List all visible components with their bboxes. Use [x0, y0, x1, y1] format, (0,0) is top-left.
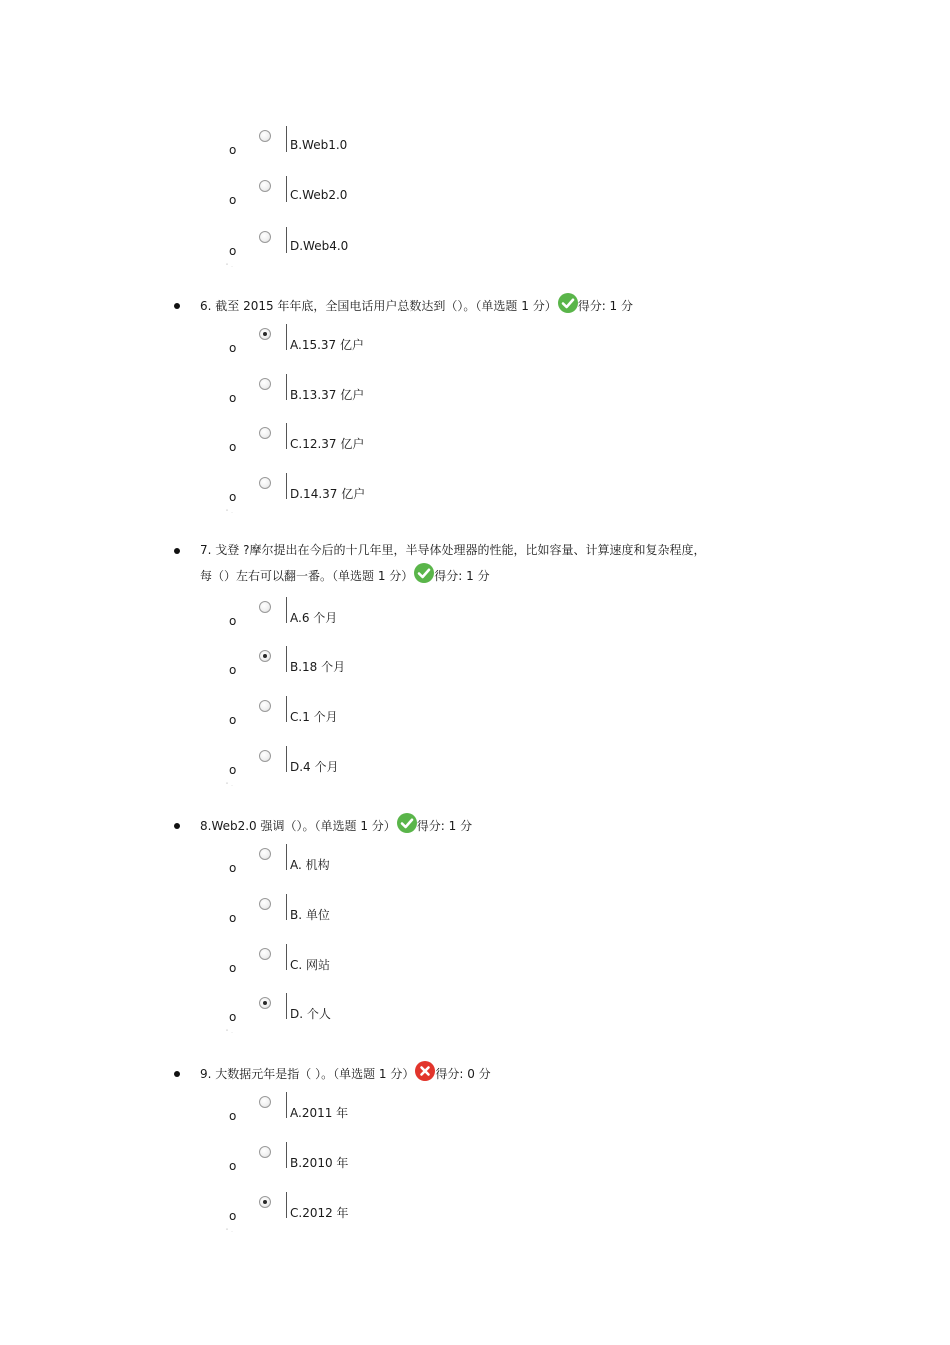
separator-bar — [286, 746, 287, 772]
option-row — [0, 848, 950, 894]
radio-button[interactable] — [259, 898, 271, 910]
question-bullet — [174, 303, 180, 309]
question-prompt: 7. 戈登 ?摩尔提出在今后的十几年里，半导体处理器的性能，比如容量、计算速度和复杂程度， — [200, 543, 706, 557]
option-marker: o — [229, 1109, 237, 1123]
option-marker: o — [229, 861, 237, 875]
separator-bar — [286, 944, 287, 970]
separator-bar — [286, 844, 287, 870]
option-marker: o — [229, 614, 237, 628]
option-row — [0, 1096, 950, 1142]
option-marker: o — [229, 490, 237, 504]
question-text-line-1 — [200, 538, 705, 562]
radio-button[interactable] — [259, 1146, 271, 1158]
option-marker: o — [229, 961, 237, 975]
question-prompt-cont: 每（）左右可以翻一番。（单选题 1 分） — [200, 569, 414, 583]
radio-button-selected[interactable] — [259, 328, 271, 340]
tiny-mark: “ . — [226, 782, 234, 787]
score-text: 得分: 1 分 — [434, 569, 490, 583]
option-marker: o — [229, 1159, 237, 1173]
option-label: B.18 个月 — [290, 660, 346, 674]
check-icon — [558, 293, 578, 313]
separator-bar — [286, 176, 287, 202]
separator-bar — [286, 646, 287, 672]
option-marker: o — [229, 341, 237, 355]
separator-bar — [286, 1192, 287, 1218]
score-text: 得分: 1 分 — [416, 819, 473, 833]
option-label: D. 个人 — [290, 1007, 331, 1021]
radio-button[interactable] — [259, 848, 271, 860]
option-marker: o — [229, 391, 237, 405]
option-row — [0, 477, 950, 523]
option-marker: o — [229, 143, 237, 157]
option-marker: o — [229, 911, 237, 925]
score-text: 得分: 0 分 — [435, 1067, 491, 1081]
option-row — [0, 231, 950, 277]
tiny-mark: “ . — [226, 509, 234, 514]
radio-button-selected[interactable] — [259, 1196, 271, 1208]
question-bullet — [174, 823, 180, 829]
radio-button[interactable] — [259, 378, 271, 390]
option-marker: o — [229, 1209, 237, 1223]
option-marker: o — [229, 1010, 237, 1024]
option-marker: o — [229, 763, 237, 777]
radio-button[interactable] — [259, 750, 271, 762]
separator-bar — [286, 227, 287, 253]
radio-button-selected[interactable] — [259, 650, 271, 662]
option-label: B.2010 年 — [290, 1156, 349, 1170]
tiny-mark: “ . — [226, 263, 234, 268]
option-row — [0, 750, 950, 796]
separator-bar — [286, 993, 287, 1019]
question-prompt: 8.Web2.0 强调（）。（单选题 1 分） — [200, 819, 396, 833]
option-row — [0, 1196, 950, 1242]
option-label: A.6 个月 — [290, 611, 338, 625]
radio-button[interactable] — [259, 231, 271, 243]
option-row — [0, 700, 950, 746]
option-label: C. 网站 — [290, 958, 331, 972]
question-prompt: 9. 大数据元年是指（ ）。（单选题 1 分） — [200, 1067, 415, 1081]
option-marker: o — [229, 663, 237, 677]
option-label: A.2011 年 — [290, 1106, 349, 1120]
separator-bar — [286, 1142, 287, 1168]
option-row — [0, 1146, 950, 1192]
option-label: C.Web2.0 — [290, 188, 348, 202]
separator-bar — [286, 374, 287, 400]
separator-bar — [286, 597, 287, 623]
check-icon — [397, 813, 417, 833]
separator-bar — [286, 473, 287, 499]
radio-button[interactable] — [259, 700, 271, 712]
separator-bar — [286, 894, 287, 920]
question-prompt: 6. 截至 2015 年年底，全国电话用户总数达到（）。（单选题 1 分） — [200, 299, 557, 313]
option-marker: o — [229, 440, 237, 454]
score-text: 得分: 1 分 — [577, 299, 634, 313]
option-row — [0, 130, 950, 176]
option-row — [0, 948, 950, 994]
option-row — [0, 650, 950, 696]
option-label: B.Web1.0 — [290, 138, 348, 152]
radio-button-selected[interactable] — [259, 997, 271, 1009]
option-row — [0, 378, 950, 424]
check-icon — [414, 563, 434, 583]
option-label: C.12.37 亿户 — [290, 437, 365, 451]
question-text — [200, 813, 472, 838]
separator-bar — [286, 126, 287, 152]
option-row — [0, 180, 950, 226]
radio-button[interactable] — [259, 427, 271, 439]
option-label: C.1 个月 — [290, 710, 338, 724]
radio-button[interactable] — [259, 601, 271, 613]
question-text — [200, 1061, 491, 1086]
radio-button[interactable] — [259, 130, 271, 142]
radio-button[interactable] — [259, 948, 271, 960]
radio-button[interactable] — [259, 477, 271, 489]
option-marker: o — [229, 193, 237, 207]
separator-bar — [286, 696, 287, 722]
option-label: A. 机构 — [290, 858, 330, 872]
option-label: C.2012 年 — [290, 1206, 349, 1220]
option-row — [0, 328, 950, 374]
option-label: D.14.37 亿户 — [290, 487, 366, 501]
option-marker: o — [229, 713, 237, 727]
option-label: D.4 个月 — [290, 760, 339, 774]
question-text — [200, 293, 633, 318]
option-row — [0, 898, 950, 944]
radio-button[interactable] — [259, 1096, 271, 1108]
option-marker: o — [229, 244, 237, 258]
option-row — [0, 601, 950, 647]
question-bullet — [174, 548, 180, 554]
option-label: D.Web4.0 — [290, 239, 349, 253]
separator-bar — [286, 324, 287, 350]
cross-icon — [415, 1061, 435, 1081]
question-text-line-2 — [200, 563, 490, 588]
tiny-mark: “ . — [226, 1029, 234, 1034]
radio-button[interactable] — [259, 180, 271, 192]
option-label: B.13.37 亿户 — [290, 388, 365, 402]
option-row — [0, 997, 950, 1043]
option-label: A.15.37 亿户 — [290, 338, 364, 352]
option-row — [0, 427, 950, 473]
separator-bar — [286, 1092, 287, 1118]
question-bullet — [174, 1071, 180, 1077]
option-label: B. 单位 — [290, 908, 330, 922]
separator-bar — [286, 423, 287, 449]
tiny-mark: “ . — [226, 1228, 234, 1233]
